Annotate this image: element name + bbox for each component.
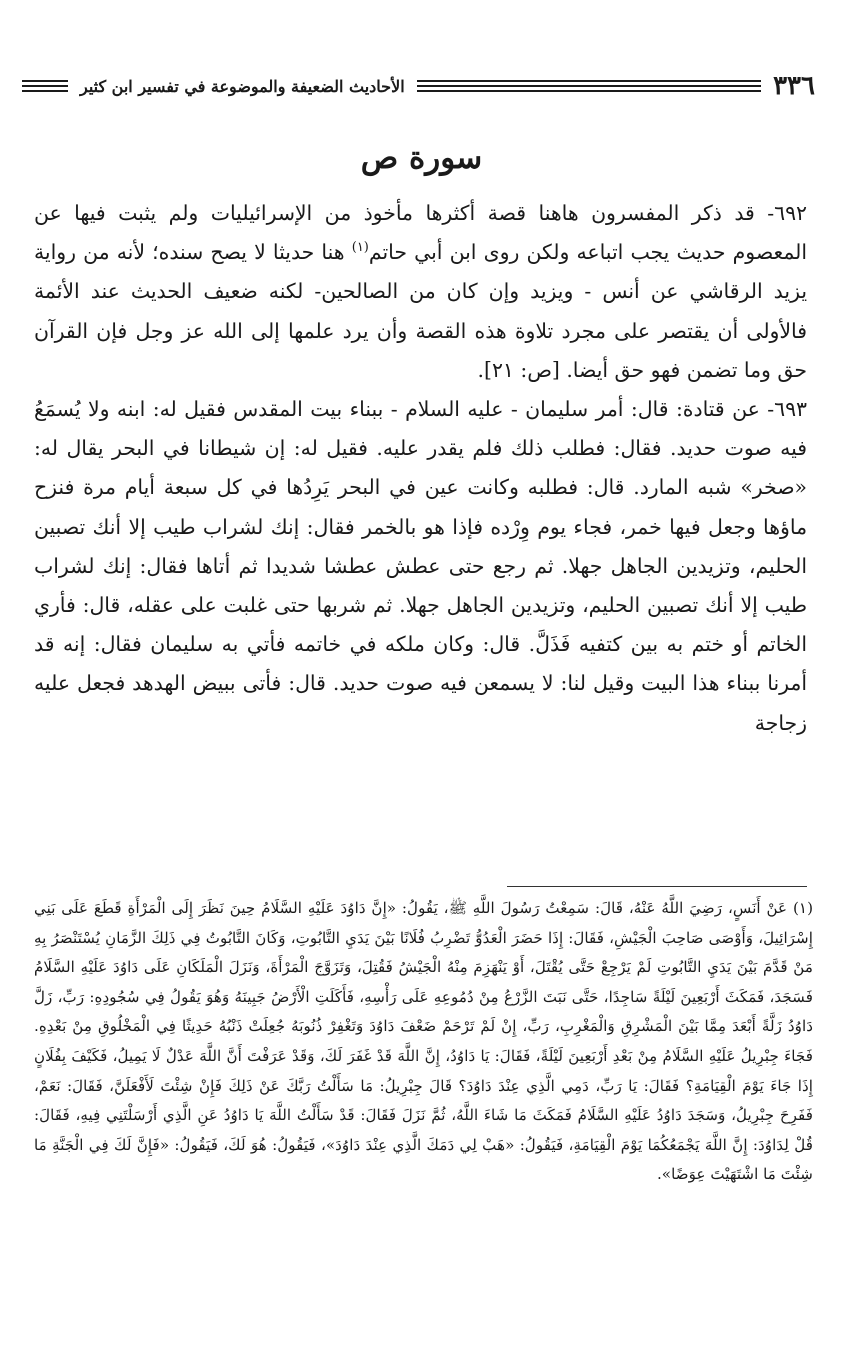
header-rule-long xyxy=(417,80,761,92)
running-header xyxy=(22,70,815,102)
footnote-text: عَنْ أَنَسٍ، رَضِيَ اللَّهُ عَنْهُ، قَالَ: سَمِعْتُ رَسُولَ اللَّهِ ﷺ، يَقُولُ: «إِنَّ دَاوُدَ عَلَيْهِ السَّلَامُ حِينَ نَظَرَ إِلَى الْمَرْأَةِ قَطَعَ عَلَى بَنِي إِسْرَائِيلَ، وَأَوْصَى صَاحِبَ الْجَيْشِ، فَقَالَ: إِذَا حَضَرَ الْعَدُوُّ تَضْرِبُ فُلَانًا بَيْنَ يَدَيِ التَّابُوتِ، وَكَانَ التَّابُوتُ فِي ذَلِكَ الزَّمَانِ يُسْتَنْصَرُ بِهِ مَنْ قَدَّمَ بَيْنَ يَدَيِ التَّابُوتِ لَمْ يَرْجِعْ حَتَّى يُقْتَلَ، أَوْ يَنْهَزِمَ مِنْهُ الْجَيْشُ فَقُتِلَ، وَتَزَوَّجَ الْمَرْأَةَ، وَنَزَلَ الْمَلَكَانِ عَلَى دَاوُدَ عَلَيْهِ السَّلَامُ فَسَجَدَ، فَمَكَثَ أَرْبَعِينَ لَيْلَةً سَاجِدًا، حَتَّى نَبَتَ الزَّرْعُ مِنْ دُمُوعِهِ عَلَى رَأْسِهِ، فَأَكَلَتِ الْأَرْضُ جَبِينَهُ وَهُوَ يَقُولُ فِي سُجُودِهِ: رَبِّ، زَلَّ دَاوُدُ زَلَّةً أَبْعَدَ مِمَّا بَيْنَ الْمَشْرِقِ وَالْمَغْرِبِ، رَبِّ، إِنْ لَمْ تَرْحَمْ ضَعْفَ دَاوُدَ وَتَغْفِرْ ذُنُوبَهُ جُعِلَتْ ذَنْبُهُ حَدِيثًا فِي الْمَخْلُوقِ مِنْ بَعْدِهِ. فَجَاءَ جِبْرِيلُ عَلَيْهِ السَّلَامُ مِنْ بَعْدِ أَرْبَعِينَ لَيْلَةً، فَقَالَ: يَا دَاوُدُ، إِنَّ اللَّهَ قَدْ غَفَرَ لَكَ، وَقَدْ عَرَفْتَ أَنَّ اللَّهَ عَدْلٌ لَا يَمِيلُ، فَكَيْفَ بِفُلَانٍ إِذَا جَاءَ يَوْمَ الْقِيَامَةِ؟ فَقَالَ: يَا رَبِّ، دَمِي الَّذِي عِنْدَ دَاوُدَ؟ قَالَ جِبْرِيلُ: مَا سَأَلْتُ رَبَّكَ عَنْ ذَلِكَ فَإِنْ شِئْتَ لَأَفْعَلَنَّ، فَقَالَ: نَعَمْ، فَفَرِحَ جِبْرِيلُ، وَسَجَدَ دَاوُدُ عَلَيْهِ السَّلَامُ فَمَكَثَ مَا شَاءَ اللَّهُ، ثُمَّ نَزَلَ فَقَالَ: قَدْ سَأَلْتُ اللَّهَ يَا دَاوُدُ عَنِ الَّذِي أَرْسَلْتَنِي فِيهِ، فَقَالَ: قُلْ لِدَاوُدَ: إِنَّ اللَّهَ يَجْمَعُكُمَا يَوْمَ الْقِيَامَةِ، فَيَقُولُ: «هَبْ لِي دَمَكَ الَّذِي عِنْدَ دَاوُدَ»، فَيَقُولُ: هُوَ لَكَ، فَيَقُولُ: «فَإِنَّ لَكَ فِي الْجَنَّةِ مَا شِئْتَ مَا اشْتَهَيْتَ عِوَضًا». xyxy=(34,899,813,1184)
book-title: الأحاديث الضعيفة والموضوعة في تفسير ابن كثير xyxy=(80,76,405,96)
main-text xyxy=(34,194,807,743)
paragraph-692-text-a: ٦٩٢- قد ذكر المفسرون هاهنا قصة أكثرها مأخوذ من الإسرائيليات ولم يثبت فيها عن المعصوم حديث يجب اتباعه ولكن روى ابن أبي حاتم xyxy=(34,201,807,265)
paragraph-693: ٦٩٣- عن قتادة: قال: أمر سليمان - عليه السلام - ببناء بيت المقدس فقيل له: ابنه ولا يُسمَعُ فيه صوت حديد. فقال: فطلب ذلك فلم يقدر عليه. فقيل له: إن شيطانا في البحر يقال له: «صخر» شبه المارد. قال: فطلبه وكانت عين في البحر يَرِدُها في كل سبعة أيام مرة فنزح ماؤها وجعل فيها خمر، فجاء يوم وِرْده فإذا هو بالخمر فقال: إنك لشراب طيب إلا أنك تصبين الحليم، وتزيدين الجاهل جهلا. ثم رجع حتى عطش عطشا شديدا ثم أتاها فقال: إنك لشراب طيب إلا أنك تصبين الحليم، وتزيدين الجاهل جهلا. ثم شربها حتى غلبت على عقله، قال: فأري الخاتم أو ختم به بين كتفيه فَذَلَّ. قال: وكان ملكه في خاتمه فأتي به سليمان فقال: إنه قد أمرنا ببناء هذا البيت وقيل لنا: لا يسمعن فيه صوت حديد. قال: فأتى ببيض الهدهد فجعل عليه زجاجة xyxy=(34,397,807,735)
footnote-marker: (١) xyxy=(792,899,813,917)
footnote-divider xyxy=(507,886,807,887)
paragraph-692-text-b: هنا حديثا لا يصح سنده؛ لأنه من رواية يزيد الرقاشي عن أنس - ويزيد وإن كان من الصالحين- لكنه ضعيف الحديث عند الأئمة فالأولى أن يقتصر على مجرد تلاوة هذه القصة وأن يرد علمها إلى الله عز وجل فإن القرآن حق وما تضمن فهو حق أيضا. [ص: ٢١]. xyxy=(34,240,807,382)
surah-title: سورة ص xyxy=(360,140,483,176)
paragraph-692 xyxy=(34,194,807,390)
header-rule-short xyxy=(22,80,68,92)
page-number: ٣٣٦ xyxy=(773,71,815,101)
footnote-reference: (١) xyxy=(351,240,369,256)
footnote-1 xyxy=(34,894,813,1190)
footnotes xyxy=(34,894,813,1190)
